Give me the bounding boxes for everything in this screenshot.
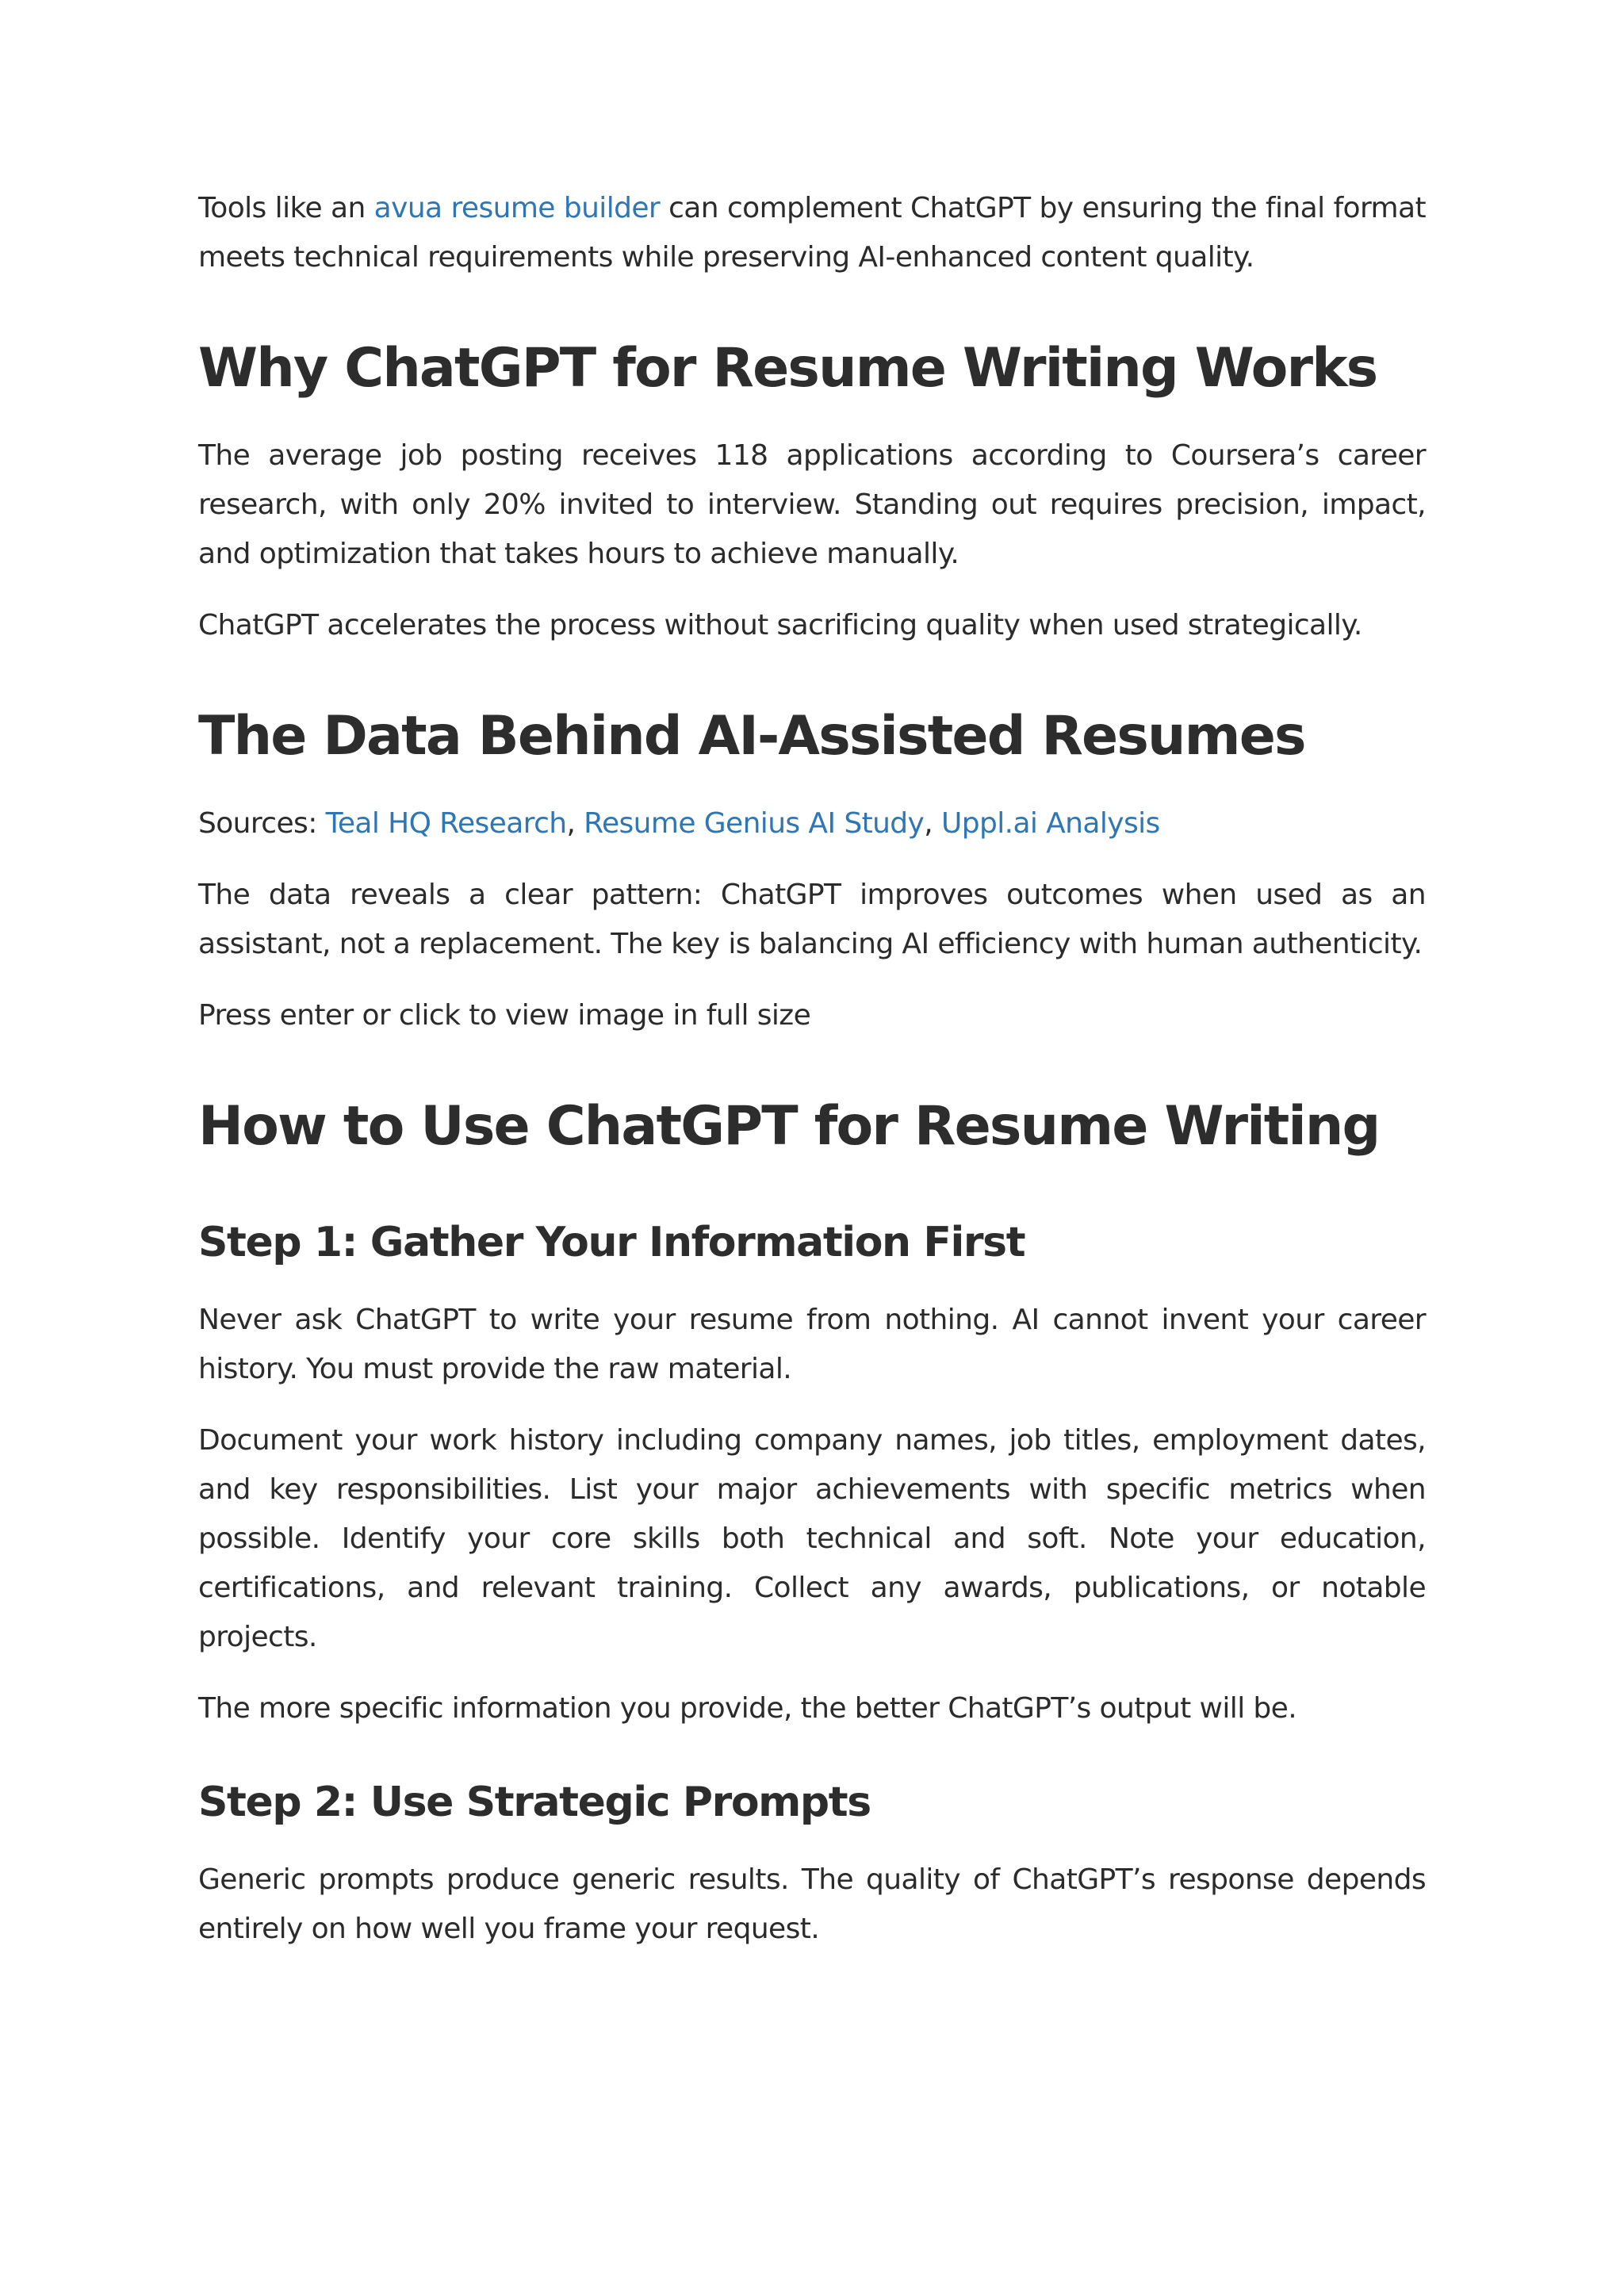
teal-hq-research-link[interactable]: Teal HQ Research — [325, 807, 567, 840]
sources-label: Sources: — [198, 807, 326, 840]
avua-resume-builder-link[interactable]: avua resume builder — [373, 192, 661, 224]
data-paragraph-1: The data reveals a clear pattern: ChatGPT improves outcomes when used as an assistant, not a replacement. The key is balancing AI efficiency with human authenticity. — [198, 879, 1426, 960]
article-body — [198, 184, 1426, 1954]
heading-why-chatgpt: Why ChatGPT for Resume Writing Works — [198, 337, 1377, 400]
step1-paragraph-3: The more specific information you provide, the better ChatGPT’s output will be. — [198, 1692, 1297, 1725]
why-paragraph-2: ChatGPT accelerates the process without sacrificing quality when used strategically. — [198, 609, 1362, 641]
image-fullsize-hint[interactable]: Press enter or click to view image in full size — [198, 999, 811, 1032]
intro-text-before: Tools like an — [198, 192, 374, 224]
heading-step-1: Step 1: Gather Your Information First — [198, 1219, 1025, 1266]
heading-data-behind: The Data Behind AI-Assisted Resumes — [198, 705, 1305, 768]
heading-step-2: Step 2: Use Strategic Prompts — [198, 1779, 871, 1826]
step1-paragraph-2: Document your work history including company names, job titles, employment dates, and key responsibilities. List your major achievements with specific metrics when possible. Identify your core skills both technical and soft. Note your education, certifications, and relevant training. Collect any awards, publications, or notable projects. — [198, 1424, 1426, 1653]
step1-paragraph-1: Never ask ChatGPT to write your resume from nothing. AI cannot invent your career history. You must provide the raw material. — [198, 1304, 1426, 1385]
uppl-ai-analysis-link[interactable]: Uppl.ai Analysis — [940, 807, 1160, 840]
intro-text-after: can complement ChatGPT by ensuring the final format meets technical requirements while preserving AI-enhanced content quality. — [198, 192, 1426, 274]
sources-separator: , — [924, 807, 941, 840]
sources-line — [198, 799, 1426, 848]
heading-how-to-use: How to Use ChatGPT for Resume Writing — [198, 1095, 1380, 1158]
intro-paragraph — [198, 184, 1426, 282]
why-paragraph-1: The average job posting receives 118 applications according to Coursera’s career research, with only 20% invited to interview. Standing out requires precision, impact, and optimization that takes hours to achieve manually. — [198, 439, 1426, 570]
resume-genius-study-link[interactable]: Resume Genius AI Study — [584, 807, 925, 840]
step2-paragraph-1: Generic prompts produce generic results. The quality of ChatGPT’s response depends entirely on how well you frame your request. — [198, 1863, 1426, 1945]
sources-separator: , — [566, 807, 584, 840]
